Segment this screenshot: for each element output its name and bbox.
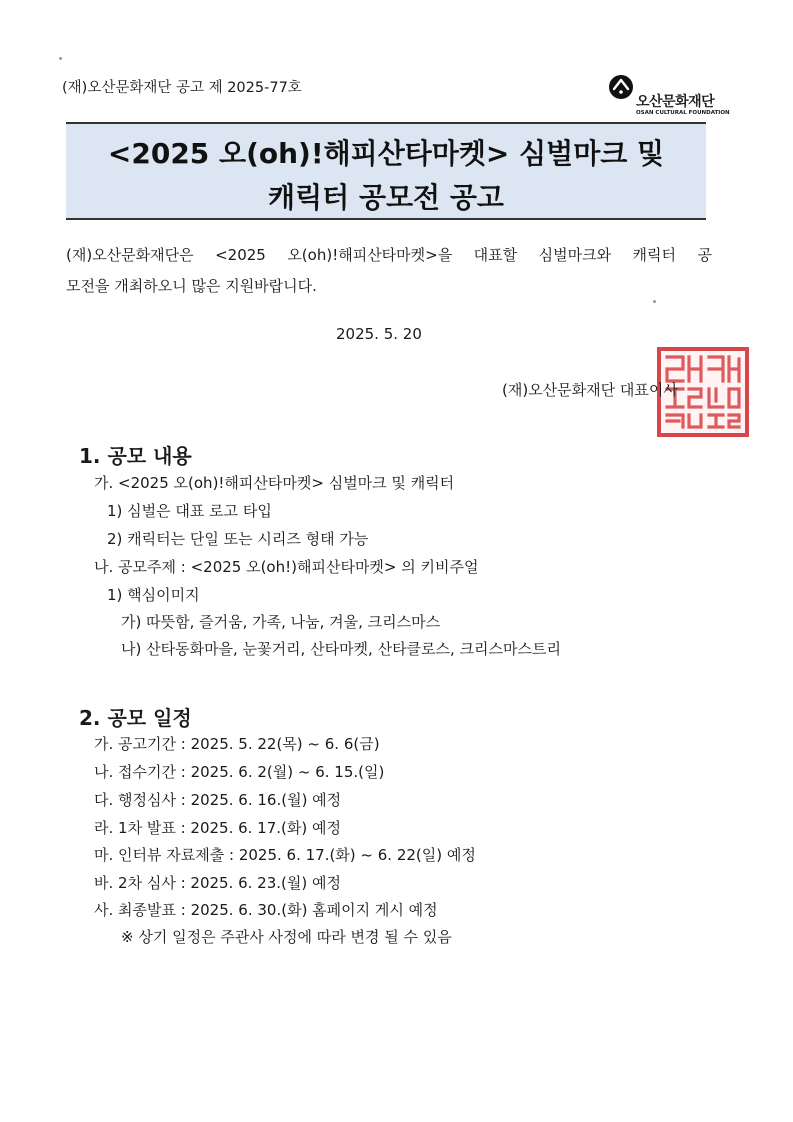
list-item: 사. 최종발표 : 2025. 6. 30.(화) 홈페이지 게시 예정	[94, 901, 438, 919]
scan-speck	[59, 57, 62, 60]
title-line-2: 캐릭터 공모전 공고	[268, 181, 504, 214]
list-item: 나) 산타동화마을, 눈꽃거리, 산타마켓, 산타클로스, 크리스마스트리	[121, 640, 561, 658]
section-2-heading: 2. 공모 일정	[79, 706, 192, 730]
intro-line-1: (재)오산문화재단은 <2025 오(oh)!해피산타마켓>을 대표할 심벌마크와 캐릭터 공	[66, 246, 712, 264]
logo-name-en: OSAN CULTURAL FOUNDATION	[636, 110, 730, 116]
document-number: (재)오산문화재단 공고 제 2025-77호	[62, 80, 302, 96]
announcement-date: 2025. 5. 20	[336, 325, 422, 343]
list-item: 나. 접수기간 : 2025. 6. 2(월) ~ 6. 15.(일)	[94, 763, 385, 781]
list-item: 바. 2차 심사 : 2025. 6. 23.(월) 예정	[94, 874, 341, 892]
foundation-logo-icon	[609, 75, 633, 99]
foundation-logo	[598, 72, 730, 120]
list-item: 마. 인터뷰 자료제출 : 2025. 6. 17.(화) ~ 6. 22(일) 예정	[94, 846, 476, 864]
list-item: 가) 따뜻함, 즐거움, 가족, 나눔, 겨울, 크리스마스	[121, 613, 441, 631]
list-item: 나. 공모주제 : <2025 오(oh!)해피산타마켓> 의 키비주얼	[94, 558, 479, 576]
title-line-1: <2025 오(oh)!해피산타마켓> 심벌마크 및	[107, 137, 665, 170]
issuer-name: (재)오산문화재단 대표이사	[502, 381, 678, 399]
list-item: 2) 캐릭터는 단일 또는 시리즈 형태 가능	[107, 530, 369, 548]
section-1-heading: 1. 공모 내용	[79, 444, 192, 468]
intro-paragraph	[66, 240, 712, 302]
schedule-note: ※ 상기 일정은 주관사 사정에 따라 변경 될 수 있음	[121, 928, 452, 946]
list-item: 1) 핵심이미지	[107, 586, 200, 604]
list-item: 1) 심벌은 대표 로고 타입	[107, 502, 272, 520]
list-item: 라. 1차 발표 : 2025. 6. 17.(화) 예정	[94, 819, 341, 837]
list-item: 가. <2025 오(oh)!해피산타마켓> 심벌마크 및 캐릭터	[94, 474, 455, 492]
intro-line-2: 모전을 개최하오니 많은 지원바랍니다.	[66, 277, 317, 295]
list-item: 가. 공고기간 : 2025. 5. 22(목) ~ 6. 6(금)	[94, 735, 380, 753]
list-item: 다. 행정심사 : 2025. 6. 16.(월) 예정	[94, 791, 342, 809]
title-band	[66, 122, 706, 220]
logo-name: 오산문화재단	[636, 94, 715, 110]
